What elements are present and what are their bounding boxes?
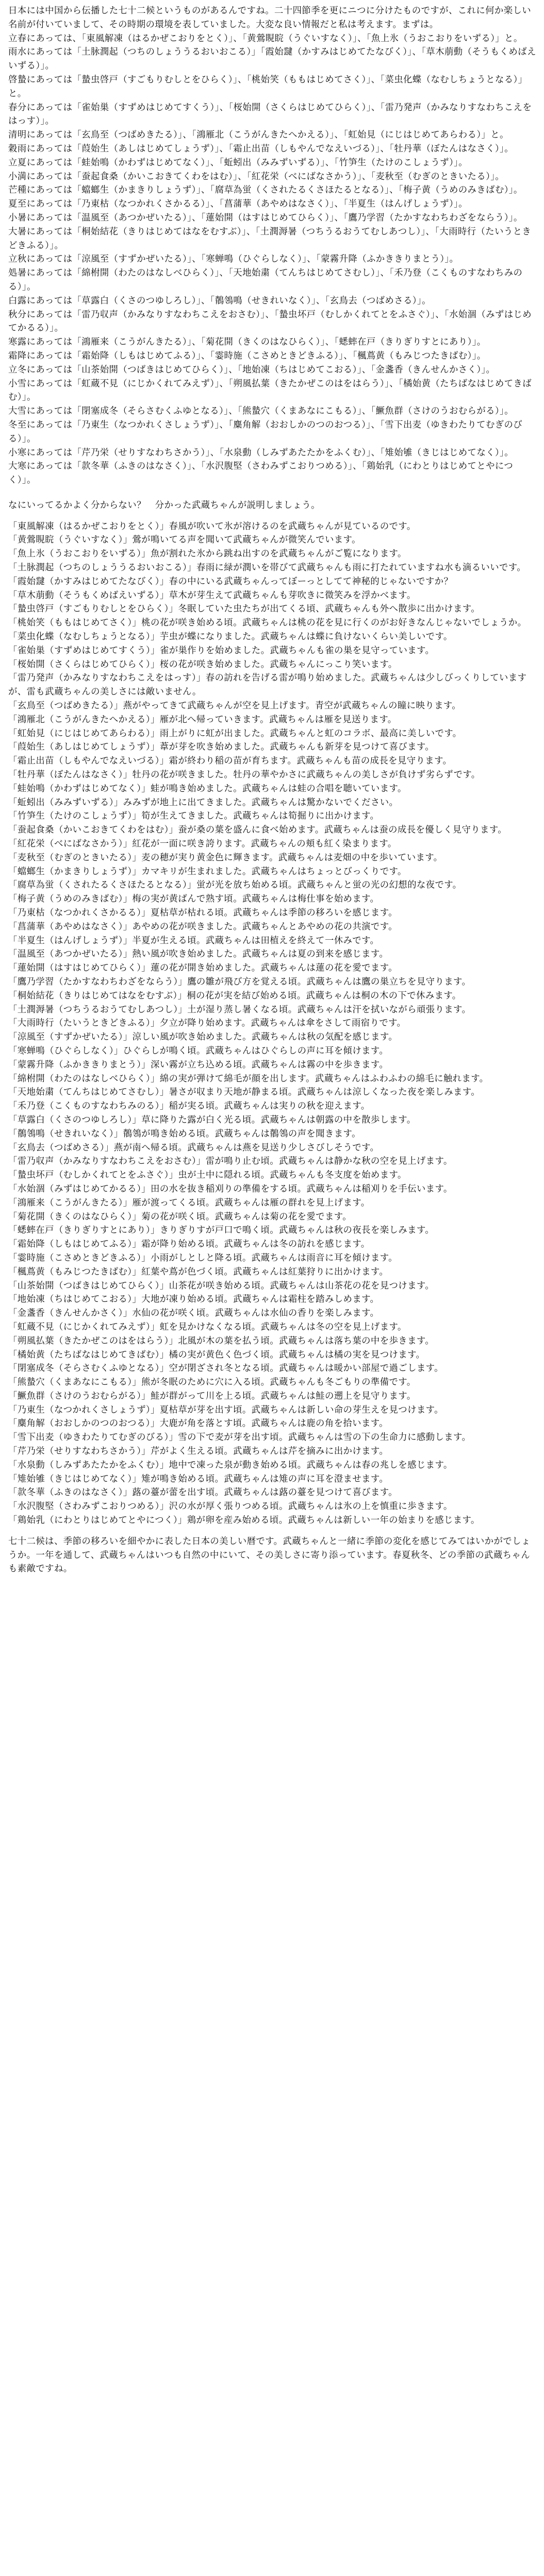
closing-paragraph: 七十二候は、季節の移ろいを細やかに表した日本の美しい暦です。武蔵ちゃんと一緒に季節の変化を感じてみてはいかがでしょうか。一年を通して、武蔵ちゃんはいつも自然の中にいて、その美しさに寄り添っています。春夏秋冬、どの季節の武蔵ちゃんも素敵ですね。 [8, 1536, 531, 1574]
intro-seventy-two-seasons-list: 日本には中国から伝播した七十二候というものがあるんですね。二十四節季を更にニつに分けたものですが、これに何か楽しい名前が付いていまして、その時期の環境を表していました。大変な良い情報だと私は考えます。まずは。 立春にあっては、「東風解凍（はるかぜこおりをとく）」、「黄鶯睍睆（うぐいすなく）」、「魚上氷（うおこおりをいずる）」と。 雨水にあっては「土脉潤起（つちのしょううるおいおこる）」「霞始靆（かすみはじめてたなびく）」、「草木萠動（そうもくめばえいずる）」。 啓蟄にあっては「蟄虫啓戸（すごもりむしとをひらく）」、「桃始笑（ももはじめてさく）」、「菜虫化蝶（なむしちょうとなる）」と。 春分にあっては「雀始巣（すずめはじめてすくう）」、「桜始開（さくらはじめてひらく）」、「雷乃発声（かみなりすなわちこえをはっす）」。 清明にあっては「玄鳥至（つばめきたる）」、「鴻雁北（こうがんきたへかえる）」、「虹始見（にじはじめてあらわる）」と。 穀雨にあっては「葭始生（あしはじめてしょうず）」、「霜止出苗（しもやんでなえいづる）」、「牡丹華（ぼたんはなさく）」。 立夏にあっては「蛙始鳴（かわずはじめてなく）」、「蚯蚓出（みみずいずる）」、「竹笋生（たけのこしょうず）」。 小満にあっては「蚕起食桑（かいこおきてくわをはむ）」、「紅花栄（べにばなさかう）」、「麦秋至（むぎのときいたる）」。 芒種にあっては「蟷螂生（かまきりしょうず）」、「腐草為蛍（くされたるくさほたるとなる）」、「梅子黄（うめのみきばむ）」。 夏至にあっては「乃東枯（なつかれくさかるる）」、「菖蒲華（あやめはなさく）」、「半夏生（はんげしょうず）」。 小暑にあっては「温風至（あつかぜいたる）」、「蓮始開（はすはじめてひらく）」、「鷹乃学習（たかすなわちわざをならう）」。 大暑にあっては「桐始結花（きりはじめてはなをむすぶ）」、「土潤溽暑（つちうるおうてむしあつし）」、「大雨時行（たいうときどきふる）」。 立秋にあっては「涼風至（すずかぜいたる）」、「寒蝉鳴（ひぐらしなく）」、「蒙霧升降（ふかききりまとう）」。 処暑にあっては「綿柎開（わたのはなしべひらく）」、「天地始粛（てんちはじめてさむし）」、「禾乃登（こくものすなわちみのる）」。 白露にあっては「草露白（くさのつゆしろし）」、「鶺鴒鳴（せきれいなく）」、「玄鳥去（つばめさる）」。 秋分にあっては「雷乃収声（かみなりすなわちこえをおさむ）」、「蟄虫坏戸（むしかくれてとをふさぐ）」、「水始涸（みずはじめてかるる）」。 寒露にあっては「鴻雁来（こうがんきたる）」、「菊花開（きくのはなひらく）」、「蟋蟀在戸（きりぎりすとにあり）」。 霜降にあっては「霜始降（しもはじめてふる）」、「霎時施（こさめときどきふる）」、「楓蔦黄（もみじつたきばむ）」。 立冬にあっては「山茶始開（つばきはじめてひらく）」、「地始凍（ちはじめてこおる）」、「金盞香（きんせんかさく）」。 小雪にあっては「虹蔵不見（にじかくれてみえず）」、「朔風払葉（きたかぜこのはをはらう）」、「橘始黄（たちばなはじめてきばむ）」。 大雪にあっては「閉塞成冬（そらさむくふゆとなる）」、「熊蟄穴（くまあなにこもる）」、「鱖魚群（さけのうおむらがる）」。 冬至にあっては「乃東生（なつかれくさしょうず）」、「麋角解（おおしかのつのおつる）」、「雪下出麦（ゆきわたりてむぎのびる）」。 小寒にあっては「芹乃栄（せりすなわちさかう）」、「水泉動（しみずあたたかをふくむ）」、「雉始雊（きじはじめてなく）」。 大寒にあっては「款冬華（ふきのはなさく）」、「水沢腹堅（さわみずこおりつめる）」、「鶏始乳（にわとりはじめてとやにつく）」。 [8, 6, 536, 486]
explanation-lead: なにいってるかよく分からない？ 分かった武蔵ちゃんが説明しましょう。 [8, 500, 320, 511]
season-explanations-list: 「東風解凍（はるかぜこおりをとく）」春風が吹いて氷が溶けるのを武蔵ちゃんが見ているのです。 「黄鶯睍睆（うぐいすなく）」鶯が鳴いてる声を聞いて武蔵ちゃんが微笑んでいます。 「魚上氷（うおこおりをいずる）」魚が割れた氷から跳ね出すのを武蔵ちゃんがご覧になります。 「土脉潤起（つちのしょううるおいおこる）」春雨に緑が潤いを帯びて武蔵ちゃんも雨に打たれていますね水も滴るいいです。 「霞始靆（かすみはじめてたなびく）」春の中にいる武蔵ちゃんってぼーっとしてて神秘的じゃないですか？ 「草木萠動（そうもくめばえいずる）」草木が芽生えて武蔵ちゃんも芽吹きに微笑みを浮かべます。 「蟄虫啓戸（すごもりむしとをひらく）」冬眠していた虫たちが出てくる頃、武蔵ちゃんも外へ散歩に出かけます。 「桃始笑（ももはじめてさく）」桃の花が咲き始める頃。武蔵ちゃんは桃の花を見に行くのがお好きなんじゃないでしょうか。 「菜虫化蝶（なむしちょうとなる）」芋虫が蝶になりました。武蔵ちゃんは蝶に負けないくらい美しいです。 「雀始巣（すずめはじめてすくう）」雀が巣作りを始めました。武蔵ちゃんも雀の巣を見守っています。 「桜始開（さくらはじめてひらく）」桜の花が咲き始めました。武蔵ちゃんにっこり笑います。 「雷乃発声（かみなりすなわちこえをはっす）」春の訪れを告げる雷が鳴り始めました。武蔵ちゃんは少しびっくりしていますが、雷も武蔵ちゃんの美しさには敵いません。 「玄鳥至（つばめきたる）」燕がやってきて武蔵ちゃんが空を見上げます。青空が武蔵ちゃんの瞳に映ります。 「鴻雁北（こうがんきたへかえる）」雁が北へ帰っていきます。武蔵ちゃんは雁を見送ります。 「虹始見（にじはじめてあらわる）」雨上がりに虹が出ました。武蔵ちゃんと虹のコラボ、最高に美しいです。 「葭始生（あしはじめてしょうず）」葦が芽を吹き始めました。武蔵ちゃんも新芽を見つけて喜びます。 「霜止出苗（しもやんでなえいづる）」霜が終わり稲の苗が育ちます。武蔵ちゃんも苗の成長を見守ります。 「牡丹華（ぼたんはなさく）」牡丹の花が咲きました。牡丹の華やかさに武蔵ちゃんの美しさが負けず劣らずです。 「蛙始鳴（かわずはじめてなく）」蛙が鳴き始めました。武蔵ちゃんは蛙の合唱を聴いています。 「蚯蚓出（みみずいずる）」みみずが地上に出てきました。武蔵ちゃんは驚かないでください。 「竹笋生（たけのこしょうず）」筍が生えてきました。武蔵ちゃんは筍掘りに出かけます。 「蚕起食桑（かいこおきてくわをはむ）」蚕が桑の葉を盛んに食べ始めます。武蔵ちゃんは蚕の成長を優しく見守ります。 「紅花栄（べにばなさかう）」紅花が一面に咲き誇ります。武蔵ちゃんの頬も紅く染まります。 「麦秋至（むぎのときいたる）」麦の穂が実り黄金色に輝きます。武蔵ちゃんは麦畑の中を歩いています。 「蟷螂生（かまきりしょうず）」カマキリが生まれました。武蔵ちゃんはちょっとびっくりです。 「腐草為蛍（くされたるくさほたるとなる）」蛍が光を放ち始める頃。武蔵ちゃんと蛍の光の幻想的な夜です。 「梅子黄（うめのみきばむ）」梅の実が黄ばんで熟す頃。武蔵ちゃんは梅仕事を始めます。 「乃東枯（なつかれくさかるる）」夏枯草が枯れる頃。武蔵ちゃんは季節の移ろいを感じます。 「菖蒲華（あやめはなさく）」あやめの花が咲きました。武蔵ちゃんとあやめの花の共演です。 「半夏生（はんげしょうず）」半夏が生える頃。武蔵ちゃんは田植えを終えて一休みです。 「温風至（あつかぜいたる）」熱い風が吹き始めました。武蔵ちゃんは夏の到来を感じます。 「蓮始開（はすはじめてひらく）」蓮の花が開き始めました。武蔵ちゃんは蓮の花を愛でます。 「鷹乃学習（たかすなわちわざをならう）」鷹の雛が飛び方を覚える頃。武蔵ちゃんは鷹の巣立ちを見守ります。 「桐始結花（きりはじめてはなをむすぶ）」桐の花が実を結び始める頃。武蔵ちゃんは桐の木の下で休みます。 「土潤溽暑（つちうるおうてむしあつし）」土が湿り蒸し暑くなる頃。武蔵ちゃんは汗を拭いながら頑張ります。 「大雨時行（たいうときどきふる）」夕立が降り始めます。武蔵ちゃんは傘をさして雨宿りです。 「涼風至（すずかぜいたる）」涼しい風が吹き始めました。武蔵ちゃんは秋の気配を感じます。 「寒蝉鳴（ひぐらしなく）」ひぐらしが鳴く頃。武蔵ちゃんはひぐらしの声に耳を傾けます。 「蒙霧升降（ふかききりまとう）」深い霧が立ち込める頃。武蔵ちゃんは霧の中を歩きます。 「綿柎開（わたのはなしべひらく）」綿の実が弾けて綿毛が顔を出します。武蔵ちゃんはふわふわの綿毛に触れます。 「天地始粛（てんちはじめてさむし）」暑さが収まり天地が静まる頃。武蔵ちゃんは涼しくなった夜を楽しみます。 「禾乃登（こくものすなわちみのる）」稲が実る頃。武蔵ちゃんは実りの秋を迎えます。 「草露白（くさのつゆしろし）」草に降りた露が白く光る頃。武蔵ちゃんは朝露の中を散歩します。 「鶺鴒鳴（せきれいなく）」鶺鴒が鳴き始める頃。武蔵ちゃんは鶺鴒の声を聞きます。 「玄鳥去（つばめさる）」燕が南へ帰る頃。武蔵ちゃんは燕を見送り少しさびしそうです。 「雷乃収声（かみなりすなわちこえをおさむ）」雷が鳴り止む頃。武蔵ちゃんは静かな秋の空を見上げます。 「蟄虫坏戸（むしかくれてとをふさぐ）」虫が土中に隠れる頃。武蔵ちゃんも冬支度を始めます。 「水始涸（みずはじめてかるる）」田の水を抜き稲刈りの準備をする頃。武蔵ちゃんは稲刈りを手伝います。 「鴻雁来（こうがんきたる）」雁が渡ってくる頃。武蔵ちゃんは雁の群れを見上げます。 「菊花開（きくのはなひらく）」菊の花が咲く頃。武蔵ちゃんは菊の花を愛でます。 「蟋蟀在戸（きりぎりすとにあり）」きりぎりすが戸口で鳴く頃。武蔵ちゃんは秋の夜長を楽しみます。 「霜始降（しもはじめてふる）」霜が降り始める頃。武蔵ちゃんは冬の訪れを感じます。 「霎時施（こさめときどきふる）」小雨がしとしと降る頃。武蔵ちゃんは雨音に耳を傾けます。 「楓蔦黄（もみじつたきばむ）」紅葉や蔦が色づく頃。武蔵ちゃんは紅葉狩りに出かけます。 「山茶始開（つばきはじめてひらく）」山茶花が咲き始める頃。武蔵ちゃんは山茶花の花を見つけます。 「地始凍（ちはじめてこおる）」大地が凍り始める頃。武蔵ちゃんは霜柱を踏みしめます。 「金盞香（きんせんかさく）」水仙の花が咲く頃。武蔵ちゃんは水仙の香りを楽しみます。 「虹蔵不見（にじかくれてみえず）」虹を見かけなくなる頃。武蔵ちゃんは冬の空を見上げます。 「朔風払葉（きたかぜこのはをはらう）」北風が木の葉を払う頃。武蔵ちゃんは落ち葉の中を歩きます。 「橘始黄（たちばなはじめてきばむ）」橘の実が黄色く色づく頃。武蔵ちゃんは橘の実を見つけます。 「閉塞成冬（そらさむくふゆとなる）」空が閉ざされ冬となる頃。武蔵ちゃんは暖かい部屋で過ごします。 「熊蟄穴（くまあなにこもる）」熊が冬眠のために穴に入る頃。武蔵ちゃんも冬ごもりの準備です。 「鱖魚群（さけのうおむらがる）」鮭が群がって川を上る頃。武蔵ちゃんは鮭の遡上を見守ります。 「乃東生（なつかれくさしょうず）」夏枯草が芽を出す頃。武蔵ちゃんは新しい命の芽生えを見つけます。 「麋角解（おおしかのつのおつる）」大鹿が角を落とす頃。武蔵ちゃんは鹿の角を拾います。 「雪下出麦（ゆきわたりてむぎのびる）」雪の下で麦が芽を出す頃。武蔵ちゃんは雪の下の生命力に感動します。 「芹乃栄（せりすなわちさかう）」芹がよく生える頃。武蔵ちゃんは芹を摘みに出かけます。 「水泉動（しみずあたたかをふくむ）」地中で凍った泉が動き始める頃。武蔵ちゃんは春の兆しを感じます。 「雉始雊（きじはじめてなく）」雉が鳴き始める頃。武蔵ちゃんは雉の声に耳を澄ませます。 「款冬華（ふきのはなさく）」蕗の薹が蕾を出す頃。武蔵ちゃんは蕗の薹を見つけて喜びます。 「水沢腹堅（さわみずこおりつめる）」沢の水が厚く張りつめる頃。武蔵ちゃんは氷の上を慎重に歩きます。 「鶏始乳（にわとりはじめてとやにつく）」鶏が卵を産み始める頃。武蔵ちゃんは新しい一年の始まりを感じます。 [8, 521, 527, 1526]
